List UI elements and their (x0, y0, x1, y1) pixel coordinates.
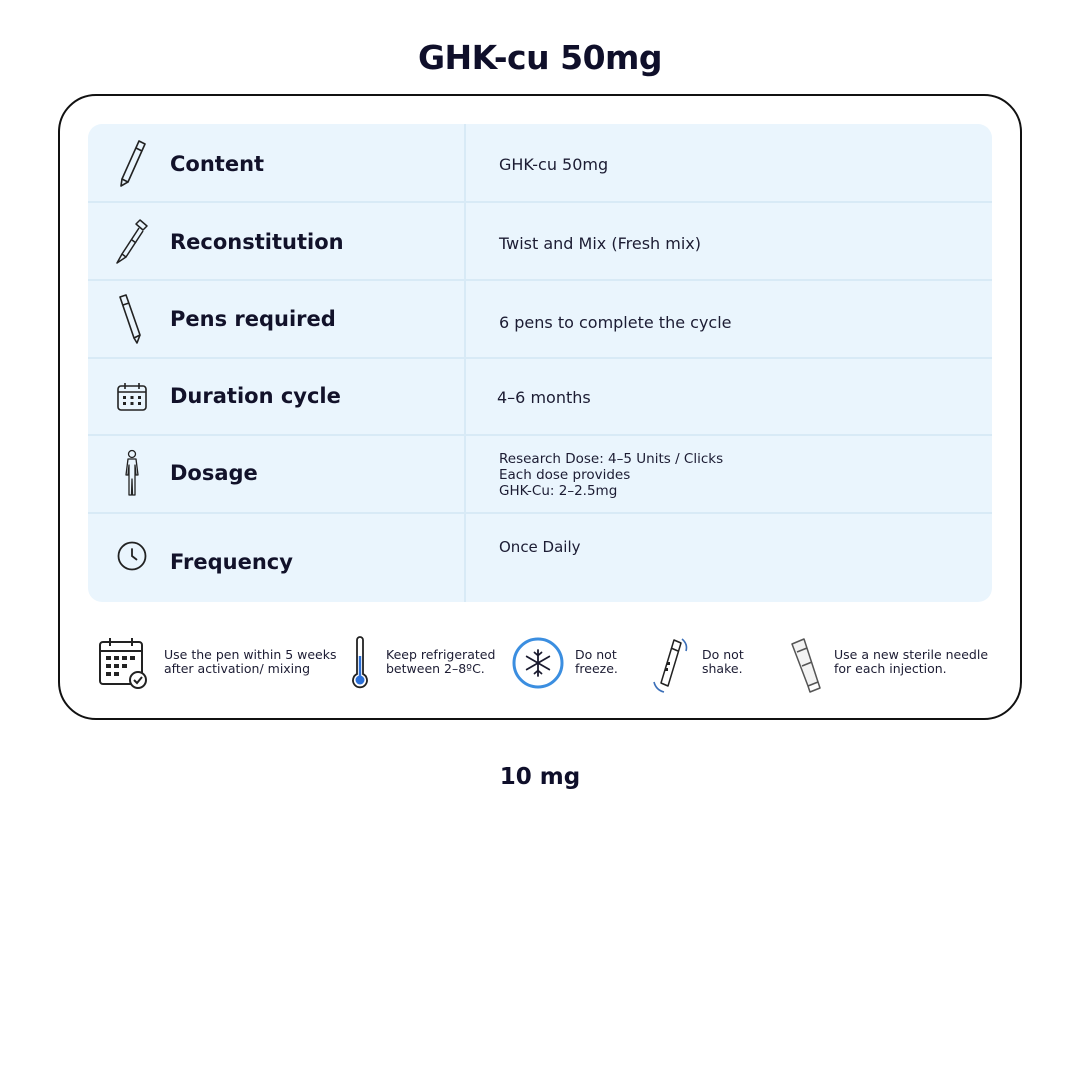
tip-text (834, 648, 988, 676)
tip-line: Keep refrigerated (386, 647, 496, 662)
needle-icon (788, 636, 828, 694)
tip-use-within (98, 632, 338, 696)
injection-pen-icon (112, 293, 152, 345)
row-value-multiline (499, 451, 723, 499)
tip-line: Do not (575, 647, 617, 662)
snowflake-icon (512, 636, 564, 690)
table-row-pens-required (88, 281, 992, 359)
table-row-frequency (88, 514, 992, 602)
human-figure-icon (112, 447, 152, 499)
row-label: Reconstitution (170, 230, 344, 254)
row-label: Content (170, 152, 265, 176)
table-row-dosage (88, 436, 992, 514)
shake-pen-icon (648, 636, 692, 694)
row-label: Duration cycle (170, 384, 341, 408)
table-row-reconstitution (88, 203, 992, 281)
tip-text (575, 648, 618, 676)
variant-label: 10 mg (499, 764, 581, 790)
tip-line: Use a new sterile needle (834, 647, 989, 662)
tip-do-not-shake (648, 632, 768, 696)
dosage-line: GHK-Cu: 2–2.5mg (499, 483, 618, 499)
row-label: Frequency (170, 550, 293, 574)
tip-line: between 2–8ºC. (386, 661, 485, 676)
tip-new-needle (788, 632, 992, 696)
pen-icon (112, 137, 152, 189)
thermometer-icon (350, 636, 370, 690)
tip-line: after activation/ mixing (164, 661, 311, 676)
info-table (88, 124, 992, 602)
row-label: Dosage (170, 461, 258, 485)
dosage-line: Research Dose: 4–5 Units / Clicks (499, 451, 724, 467)
tip-text (164, 648, 337, 676)
table-row-content (88, 124, 992, 203)
row-value: 6 pens to complete the cycle (499, 313, 732, 332)
row-value: Twist and Mix (Fresh mix) (499, 234, 701, 253)
clock-icon (112, 530, 152, 582)
row-value: GHK-cu 50mg (499, 155, 609, 174)
tip-line: shake. (702, 661, 743, 676)
tip-line: freeze. (575, 661, 618, 676)
row-value: 4–6 months (497, 388, 591, 407)
table-row-duration-cycle (88, 359, 992, 436)
storage-tips (88, 632, 992, 696)
tip-line: Do not (702, 647, 744, 662)
dosage-line: Each dose provides (499, 467, 631, 483)
product-info-card (58, 94, 1022, 720)
tip-text (702, 648, 744, 676)
tip-line: Use the pen within 5 weeks (164, 647, 337, 662)
tip-refrigerate (350, 632, 500, 696)
tip-do-not-freeze (512, 632, 632, 696)
tip-text (386, 648, 495, 676)
row-label: Pens required (170, 307, 336, 331)
row-value: Once Daily (499, 538, 581, 556)
calendar-icon (112, 371, 152, 423)
dropper-icon (112, 215, 152, 267)
calendar-check-icon (98, 636, 148, 690)
tip-line: for each injection. (834, 661, 947, 676)
page-title: GHK-cu 50mg (417, 38, 663, 77)
